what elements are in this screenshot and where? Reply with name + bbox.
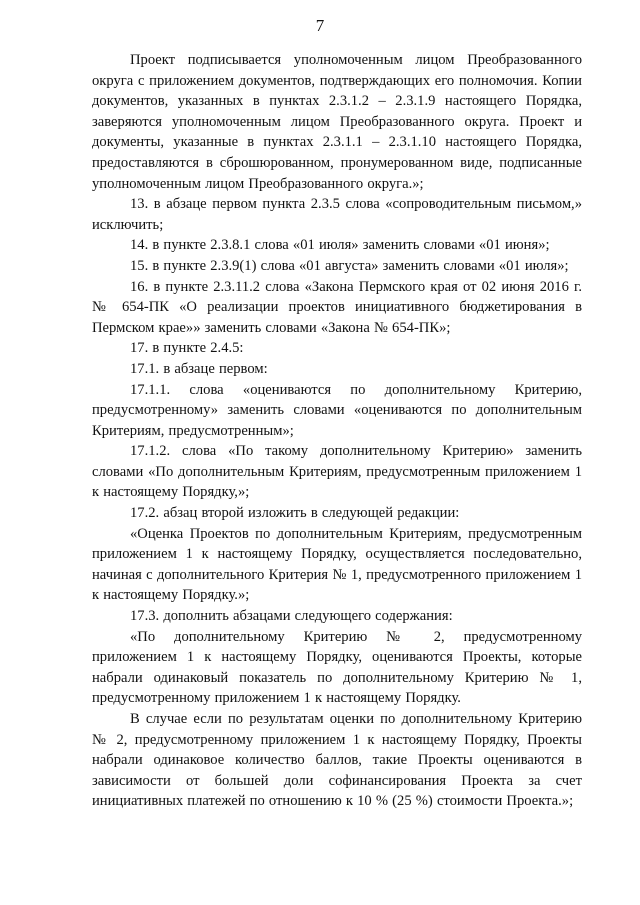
page-number: 7 (315, 16, 325, 35)
paragraph-item-17-1-2: 17.1.2. слова «По такому дополнительному Критерию» заменить словами «По дополнительным Критериям, предусмотренным приложением 1 к настоящему Порядку,»; (92, 443, 582, 501)
paragraph-item-17-1: 17.1. в абзаце первом: (130, 360, 268, 377)
paragraph-item-13: 13. в абзаце первом пункта 2.3.5 слова «сопроводительным письмом,» исключить; (92, 196, 582, 233)
paragraph-quote-tie-break: В случае если по результатам оценки по дополнительному Критерию № 2, предусмотренному приложением 1 к настоящему Порядку, Проекты набрали одинаковое количество баллов, такие Проекты оцениваются в зависимости от большей доли софинансирования Проекта за счет инициативных платежей по отношению к 10 % (25 %) стоимости Проекта.»; (92, 711, 582, 810)
document-body (92, 50, 582, 812)
paragraph-item-17-2: 17.2. абзац второй изложить в следующей редакции: (130, 505, 460, 522)
paragraph-quote-criterion-2: «По дополнительному Критерию № 2, предусмотренному приложением 1 к настоящему Порядку, оцениваются Проекты, которые набрали одинаковый показатель по дополнительному Критерию № 1, предусмотренному приложением 1 к настоящему Порядку. (92, 628, 582, 707)
paragraph-item-17: 17. в пункте 2.4.5: (130, 340, 244, 357)
paragraph-item-14: 14. в пункте 2.3.8.1 слова «01 июля» заменить словами «01 июня»; (130, 237, 550, 254)
paragraph-continuation: Проект подписывается уполномоченным лицом Преобразованного округа с приложением документов, подтверждающих его полномочия. Копии документов, указанных в пунктах 2.3.1.2 – 2.3.1.9 настоящего Порядка, заверяются уполномоченным лицом Преобразованного округа. Проект и документы, указанные в пунктах 2.3.1.1 – 2.3.1.10 настоящего Порядка, предоставляются в сброшюрованном, пронумерованном виде, подписанные уполномоченным лицом Преобразованного округа.»; (92, 52, 582, 192)
paragraph-item-17-3: 17.3. дополнить абзацами следующего содержания: (130, 608, 453, 625)
paragraph-item-16: 16. в пункте 2.3.11.2 слова «Закона Пермского края от 02 июня 2016 г. № 654-ПК «О реализации проектов инициативного бюджетирования в Пермском крае»» заменить словами «Закона № 654-ПК»; (92, 278, 582, 336)
paragraph-item-15: 15. в пункте 2.3.9(1) слова «01 августа» заменить словами «01 июля»; (130, 257, 569, 274)
paragraph-item-17-1-1: 17.1.1. слова «оцениваются по дополнительному Критерию, предусмотренному» заменить словами «оцениваются по дополнительным Критериям, предусмотренным»; (92, 381, 582, 439)
paragraph-quote-assessment: «Оценка Проектов по дополнительным Критериям, предусмотренным приложением 1 к настоящему Порядку, осуществляется последовательно, начиная с дополнительного Критерия № 1, предусмотренного приложением 1 к настоящему Порядку.»; (92, 525, 582, 604)
